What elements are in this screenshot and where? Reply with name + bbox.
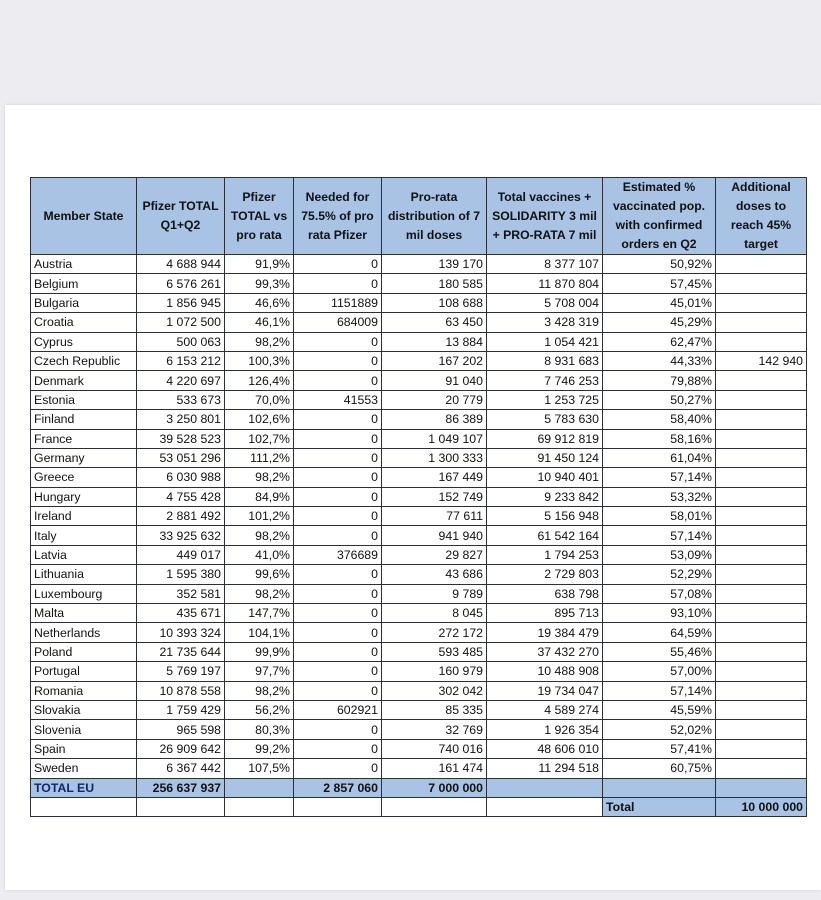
- cell-total-vaccines: 10 488 908: [487, 662, 603, 681]
- cell-additional-doses: [716, 545, 807, 564]
- table-row: [31, 565, 807, 584]
- cell-pfizer-vs-pro-rata: 46,6%: [225, 293, 294, 312]
- cell-pfizer-vs-pro-rata: 98,2%: [225, 332, 294, 351]
- cell-member-state: Netherlands: [31, 623, 137, 642]
- table-row: [31, 429, 807, 448]
- cell-pro-rata-7mil: 20 779: [382, 390, 487, 409]
- cell-pfizer-vs-pro-rata: 99,3%: [225, 274, 294, 293]
- cell-member-state: Sweden: [31, 759, 137, 778]
- empty-cell: [487, 797, 603, 816]
- cell-pro-rata-7mil: 32 769: [382, 720, 487, 739]
- table-row: [31, 720, 807, 739]
- cell-estimated-pct: 93,10%: [603, 604, 716, 623]
- table-row: [31, 662, 807, 681]
- cell-member-state: Germany: [31, 448, 137, 467]
- cell-pro-rata-7mil: 1 300 333: [382, 448, 487, 467]
- cell-estimated-pct: 52,29%: [603, 565, 716, 584]
- cell-member-state: Malta: [31, 604, 137, 623]
- cell-pfizer-vs-pro-rata: 84,9%: [225, 487, 294, 506]
- cell-estimated-pct: 45,29%: [603, 313, 716, 332]
- table-body: [31, 255, 807, 779]
- cell-total-vaccines: 638 798: [487, 584, 603, 603]
- grand-total-value: 10 000 000: [716, 797, 807, 816]
- cell-total-vaccines: 1 253 725: [487, 390, 603, 409]
- cell-estimated-pct: 53,09%: [603, 545, 716, 564]
- cell-additional-doses: [716, 623, 807, 642]
- cell-pro-rata-7mil: 108 688: [382, 293, 487, 312]
- cell-total-vaccines: 1 054 421: [487, 332, 603, 351]
- cell-pro-rata-7mil: 91 040: [382, 371, 487, 390]
- cell-needed-75-5: 0: [294, 565, 382, 584]
- cell-pfizer-total: 5 769 197: [137, 662, 225, 681]
- cell-pfizer-vs-pro-rata: 101,2%: [225, 507, 294, 526]
- cell-pfizer-vs-pro-rata: 98,2%: [225, 584, 294, 603]
- cell-estimated-pct: 57,14%: [603, 681, 716, 700]
- cell-pfizer-total: 6 576 261: [137, 274, 225, 293]
- cell-member-state: Luxembourg: [31, 584, 137, 603]
- empty-cell: [31, 797, 137, 816]
- cell-pfizer-total: 33 925 632: [137, 526, 225, 545]
- cell-pfizer-vs-pro-rata: 91,9%: [225, 255, 294, 274]
- cell-member-state: Denmark: [31, 371, 137, 390]
- cell-member-state: France: [31, 429, 137, 448]
- total-pfizer: 256 637 937: [137, 778, 225, 797]
- total-pro-rata: 7 000 000: [382, 778, 487, 797]
- table-row: [31, 332, 807, 351]
- table-row: [31, 623, 807, 642]
- cell-total-vaccines: 9 233 842: [487, 487, 603, 506]
- cell-pfizer-total: 6 367 442: [137, 759, 225, 778]
- cell-member-state: Poland: [31, 642, 137, 661]
- cell-total-vaccines: 5 156 948: [487, 507, 603, 526]
- cell-needed-75-5: 0: [294, 410, 382, 429]
- cell-pro-rata-7mil: 180 585: [382, 274, 487, 293]
- cell-pro-rata-7mil: 167 449: [382, 468, 487, 487]
- cell-pfizer-total: 10 393 324: [137, 623, 225, 642]
- cell-additional-doses: [716, 293, 807, 312]
- cell-estimated-pct: 57,41%: [603, 739, 716, 758]
- cell-additional-doses: [716, 739, 807, 758]
- cell-pro-rata-7mil: 85 335: [382, 700, 487, 719]
- cell-additional-doses: [716, 565, 807, 584]
- cell-total-vaccines: 1 794 253: [487, 545, 603, 564]
- cell-needed-75-5: 0: [294, 681, 382, 700]
- cell-pfizer-total: 435 671: [137, 604, 225, 623]
- cell-pfizer-vs-pro-rata: 126,4%: [225, 371, 294, 390]
- table-row: [31, 642, 807, 661]
- cell-total-vaccines: 48 606 010: [487, 739, 603, 758]
- cell-additional-doses: [716, 584, 807, 603]
- cell-estimated-pct: 60,75%: [603, 759, 716, 778]
- cell-additional-doses: [716, 720, 807, 739]
- table-row: [31, 487, 807, 506]
- header-row: [31, 178, 807, 255]
- cell-pfizer-total: 1 595 380: [137, 565, 225, 584]
- cell-needed-75-5: 0: [294, 662, 382, 681]
- table-row: [31, 255, 807, 274]
- cell-member-state: Lithuania: [31, 565, 137, 584]
- cell-total-vaccines: 10 940 401: [487, 468, 603, 487]
- cell-total-vaccines: 19 734 047: [487, 681, 603, 700]
- cell-total-vaccines: 19 384 479: [487, 623, 603, 642]
- cell-additional-doses: [716, 390, 807, 409]
- cell-total-vaccines: 5 783 630: [487, 410, 603, 429]
- cell-needed-75-5: 376689: [294, 545, 382, 564]
- cell-estimated-pct: 57,14%: [603, 468, 716, 487]
- table-row: [31, 507, 807, 526]
- cell-additional-doses: [716, 468, 807, 487]
- cell-member-state: Hungary: [31, 487, 137, 506]
- cell-pro-rata-7mil: 1 049 107: [382, 429, 487, 448]
- cell-pfizer-vs-pro-rata: 111,2%: [225, 448, 294, 467]
- cell-pfizer-vs-pro-rata: 80,3%: [225, 720, 294, 739]
- cell-pfizer-vs-pro-rata: 99,9%: [225, 642, 294, 661]
- table-row: [31, 313, 807, 332]
- empty-cell: [382, 797, 487, 816]
- cell-pro-rata-7mil: 160 979: [382, 662, 487, 681]
- cell-total-vaccines: 2 729 803: [487, 565, 603, 584]
- document-page: [5, 105, 821, 890]
- cell-estimated-pct: 57,14%: [603, 526, 716, 545]
- cell-pro-rata-7mil: 161 474: [382, 759, 487, 778]
- cell-pfizer-total: 352 581: [137, 584, 225, 603]
- empty-cell: [294, 797, 382, 816]
- table-row: [31, 759, 807, 778]
- cell-additional-doses: [716, 662, 807, 681]
- cell-pfizer-vs-pro-rata: 98,2%: [225, 681, 294, 700]
- table-row: [31, 604, 807, 623]
- table-row: [31, 351, 807, 370]
- cell-pro-rata-7mil: 86 389: [382, 410, 487, 429]
- cell-additional-doses: [716, 526, 807, 545]
- cell-needed-75-5: 0: [294, 507, 382, 526]
- cell-pfizer-total: 449 017: [137, 545, 225, 564]
- cell-pro-rata-7mil: 167 202: [382, 351, 487, 370]
- cell-member-state: Ireland: [31, 507, 137, 526]
- cell-estimated-pct: 50,92%: [603, 255, 716, 274]
- cell-pfizer-total: 4 220 697: [137, 371, 225, 390]
- cell-pfizer-total: 10 878 558: [137, 681, 225, 700]
- cell-pro-rata-7mil: 302 042: [382, 681, 487, 700]
- cell-estimated-pct: 52,02%: [603, 720, 716, 739]
- cell-needed-75-5: 0: [294, 759, 382, 778]
- cell-needed-75-5: 1151889: [294, 293, 382, 312]
- cell-member-state: Austria: [31, 255, 137, 274]
- cell-additional-doses: [716, 313, 807, 332]
- cell-pfizer-vs-pro-rata: 107,5%: [225, 759, 294, 778]
- cell-additional-doses: [716, 332, 807, 351]
- total-estimated: [603, 778, 716, 797]
- cell-member-state: Czech Republic: [31, 351, 137, 370]
- cell-pro-rata-7mil: 8 045: [382, 604, 487, 623]
- empty-cell: [137, 797, 225, 816]
- total-label: TOTAL EU: [31, 778, 137, 797]
- table-row: [31, 410, 807, 429]
- cell-pfizer-vs-pro-rata: 99,2%: [225, 739, 294, 758]
- cell-estimated-pct: 44,33%: [603, 351, 716, 370]
- total-vaccines: [487, 778, 603, 797]
- cell-pro-rata-7mil: 152 749: [382, 487, 487, 506]
- total-additional: [716, 778, 807, 797]
- cell-additional-doses: [716, 507, 807, 526]
- cell-total-vaccines: 895 713: [487, 604, 603, 623]
- cell-pfizer-vs-pro-rata: 56,2%: [225, 700, 294, 719]
- cell-pro-rata-7mil: 272 172: [382, 623, 487, 642]
- cell-total-vaccines: 5 708 004: [487, 293, 603, 312]
- cell-needed-75-5: 0: [294, 526, 382, 545]
- cell-additional-doses: [716, 759, 807, 778]
- cell-additional-doses: [716, 487, 807, 506]
- cell-total-vaccines: 11 870 804: [487, 274, 603, 293]
- cell-needed-75-5: 0: [294, 720, 382, 739]
- cell-pro-rata-7mil: 139 170: [382, 255, 487, 274]
- header-needed-75-5: Needed for 75.5% of pro rata Pfizer: [294, 178, 382, 255]
- header-pfizer-total: Pfizer TOTAL Q1+Q2: [137, 178, 225, 255]
- cell-pfizer-total: 21 735 644: [137, 642, 225, 661]
- cell-needed-75-5: 0: [294, 371, 382, 390]
- cell-member-state: Finland: [31, 410, 137, 429]
- table-row: [31, 371, 807, 390]
- table-row: [31, 274, 807, 293]
- cell-additional-doses: [716, 604, 807, 623]
- cell-pfizer-vs-pro-rata: 99,6%: [225, 565, 294, 584]
- cell-estimated-pct: 53,32%: [603, 487, 716, 506]
- cell-member-state: Spain: [31, 739, 137, 758]
- cell-total-vaccines: 7 746 253: [487, 371, 603, 390]
- cell-pfizer-total: 1 856 945: [137, 293, 225, 312]
- cell-needed-75-5: 0: [294, 274, 382, 293]
- cell-pfizer-total: 500 063: [137, 332, 225, 351]
- cell-pro-rata-7mil: 63 450: [382, 313, 487, 332]
- cell-estimated-pct: 50,27%: [603, 390, 716, 409]
- cell-needed-75-5: 0: [294, 487, 382, 506]
- total-needed: 2 857 060: [294, 778, 382, 797]
- vaccine-distribution-table: [30, 177, 807, 817]
- cell-pfizer-total: 53 051 296: [137, 448, 225, 467]
- cell-estimated-pct: 79,88%: [603, 371, 716, 390]
- empty-cell: [225, 797, 294, 816]
- cell-member-state: Slovakia: [31, 700, 137, 719]
- cell-pfizer-vs-pro-rata: 98,2%: [225, 468, 294, 487]
- cell-additional-doses: [716, 274, 807, 293]
- cell-needed-75-5: 0: [294, 604, 382, 623]
- table-row: [31, 584, 807, 603]
- cell-pfizer-total: 6 153 212: [137, 351, 225, 370]
- cell-needed-75-5: 0: [294, 623, 382, 642]
- cell-pro-rata-7mil: 43 686: [382, 565, 487, 584]
- cell-additional-doses: [716, 371, 807, 390]
- cell-needed-75-5: 0: [294, 429, 382, 448]
- cell-total-vaccines: 37 432 270: [487, 642, 603, 661]
- cell-member-state: Croatia: [31, 313, 137, 332]
- cell-estimated-pct: 61,04%: [603, 448, 716, 467]
- cell-needed-75-5: 0: [294, 468, 382, 487]
- cell-member-state: Portugal: [31, 662, 137, 681]
- cell-pro-rata-7mil: 593 485: [382, 642, 487, 661]
- cell-estimated-pct: 55,46%: [603, 642, 716, 661]
- cell-estimated-pct: 57,45%: [603, 274, 716, 293]
- header-total-vaccines: Total vaccines + SOLIDARITY 3 mil + PRO-RATA 7 mil: [487, 178, 603, 255]
- cell-pfizer-vs-pro-rata: 98,2%: [225, 526, 294, 545]
- cell-pfizer-vs-pro-rata: 41,0%: [225, 545, 294, 564]
- cell-estimated-pct: 57,00%: [603, 662, 716, 681]
- cell-pro-rata-7mil: 941 940: [382, 526, 487, 545]
- cell-pfizer-vs-pro-rata: 147,7%: [225, 604, 294, 623]
- cell-pfizer-total: 39 528 523: [137, 429, 225, 448]
- cell-needed-75-5: 0: [294, 351, 382, 370]
- table-row: [31, 293, 807, 312]
- cell-member-state: Slovenia: [31, 720, 137, 739]
- cell-member-state: Italy: [31, 526, 137, 545]
- cell-pfizer-total: 6 030 988: [137, 468, 225, 487]
- cell-pfizer-vs-pro-rata: 102,6%: [225, 410, 294, 429]
- grand-total-row: [31, 797, 807, 816]
- cell-additional-doses: [716, 255, 807, 274]
- cell-pfizer-total: 1 072 500: [137, 313, 225, 332]
- cell-total-vaccines: 8 931 683: [487, 351, 603, 370]
- cell-estimated-pct: 45,01%: [603, 293, 716, 312]
- header-pro-rata-7mil: Pro-rata distribution of 7 mil doses: [382, 178, 487, 255]
- total-eu-row: [31, 778, 807, 797]
- cell-pfizer-vs-pro-rata: 97,7%: [225, 662, 294, 681]
- cell-member-state: Estonia: [31, 390, 137, 409]
- cell-estimated-pct: 58,01%: [603, 507, 716, 526]
- cell-pfizer-total: 965 598: [137, 720, 225, 739]
- cell-total-vaccines: 91 450 124: [487, 448, 603, 467]
- cell-pfizer-total: 2 881 492: [137, 507, 225, 526]
- table-row: [31, 468, 807, 487]
- cell-pfizer-vs-pro-rata: 102,7%: [225, 429, 294, 448]
- cell-needed-75-5: 684009: [294, 313, 382, 332]
- cell-pfizer-total: 4 755 428: [137, 487, 225, 506]
- cell-needed-75-5: 0: [294, 739, 382, 758]
- table-row: [31, 545, 807, 564]
- cell-pfizer-vs-pro-rata: 100,3%: [225, 351, 294, 370]
- cell-additional-doses: [716, 642, 807, 661]
- cell-needed-75-5: 41553: [294, 390, 382, 409]
- cell-member-state: Romania: [31, 681, 137, 700]
- cell-member-state: Latvia: [31, 545, 137, 564]
- cell-pfizer-vs-pro-rata: 46,1%: [225, 313, 294, 332]
- cell-needed-75-5: 0: [294, 255, 382, 274]
- cell-pfizer-total: 4 688 944: [137, 255, 225, 274]
- cell-total-vaccines: 4 589 274: [487, 700, 603, 719]
- cell-estimated-pct: 64,59%: [603, 623, 716, 642]
- cell-pro-rata-7mil: 13 884: [382, 332, 487, 351]
- header-additional-doses: Additional doses to reach 45% target: [716, 178, 807, 255]
- cell-pro-rata-7mil: 77 611: [382, 507, 487, 526]
- table-row: [31, 390, 807, 409]
- cell-additional-doses: [716, 448, 807, 467]
- cell-pfizer-total: 533 673: [137, 390, 225, 409]
- total-vs-pro-rata: [225, 778, 294, 797]
- cell-member-state: Belgium: [31, 274, 137, 293]
- cell-member-state: Cyprus: [31, 332, 137, 351]
- cell-total-vaccines: 11 294 518: [487, 759, 603, 778]
- cell-needed-75-5: 0: [294, 642, 382, 661]
- cell-needed-75-5: 0: [294, 332, 382, 351]
- cell-estimated-pct: 58,40%: [603, 410, 716, 429]
- header-pfizer-vs-pro-rata: Pfizer TOTAL vs pro rata: [225, 178, 294, 255]
- cell-member-state: Bulgaria: [31, 293, 137, 312]
- cell-pfizer-vs-pro-rata: 104,1%: [225, 623, 294, 642]
- cell-needed-75-5: 0: [294, 584, 382, 603]
- header-member-state: Member State: [31, 178, 137, 255]
- cell-additional-doses: [716, 410, 807, 429]
- cell-estimated-pct: 58,16%: [603, 429, 716, 448]
- cell-member-state: Greece: [31, 468, 137, 487]
- cell-total-vaccines: 1 926 354: [487, 720, 603, 739]
- cell-needed-75-5: 602921: [294, 700, 382, 719]
- cell-additional-doses: [716, 429, 807, 448]
- cell-pfizer-total: 3 250 801: [137, 410, 225, 429]
- table-row: [31, 681, 807, 700]
- table-row: [31, 700, 807, 719]
- table-row: [31, 448, 807, 467]
- cell-estimated-pct: 45,59%: [603, 700, 716, 719]
- cell-pro-rata-7mil: 9 789: [382, 584, 487, 603]
- table-row: [31, 739, 807, 758]
- cell-total-vaccines: 3 428 319: [487, 313, 603, 332]
- cell-total-vaccines: 69 912 819: [487, 429, 603, 448]
- cell-total-vaccines: 8 377 107: [487, 255, 603, 274]
- cell-estimated-pct: 62,47%: [603, 332, 716, 351]
- cell-pro-rata-7mil: 740 016: [382, 739, 487, 758]
- grand-total-label: Total: [603, 797, 716, 816]
- cell-pfizer-total: 1 759 429: [137, 700, 225, 719]
- cell-needed-75-5: 0: [294, 448, 382, 467]
- cell-total-vaccines: 61 542 164: [487, 526, 603, 545]
- cell-pro-rata-7mil: 29 827: [382, 545, 487, 564]
- cell-estimated-pct: 57,08%: [603, 584, 716, 603]
- cell-additional-doses: [716, 700, 807, 719]
- cell-pfizer-total: 26 909 642: [137, 739, 225, 758]
- cell-additional-doses: 142 940: [716, 351, 807, 370]
- cell-additional-doses: [716, 681, 807, 700]
- header-estimated-pct: Estimated % vaccinated pop. with confirmed orders en Q2: [603, 178, 716, 255]
- table-row: [31, 526, 807, 545]
- cell-pfizer-vs-pro-rata: 70,0%: [225, 390, 294, 409]
